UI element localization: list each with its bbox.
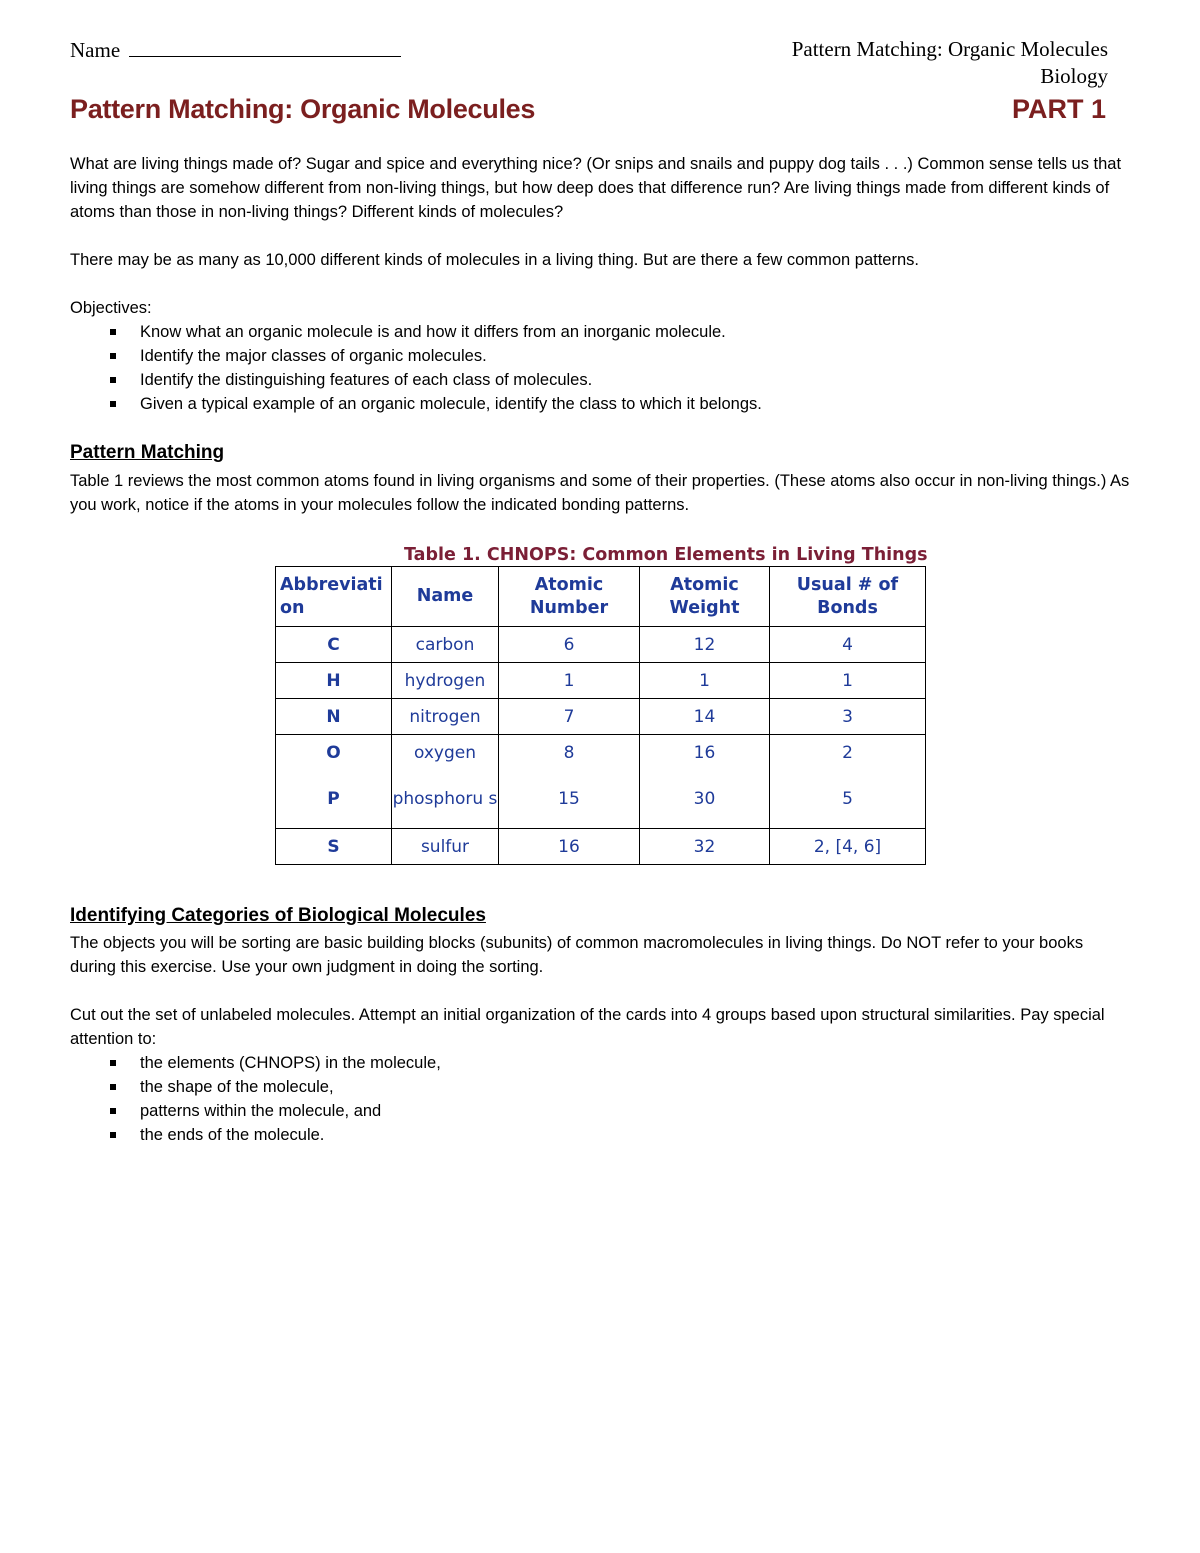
header-subject: Biology xyxy=(1040,64,1108,88)
table-cell: 30 xyxy=(640,770,770,829)
page-title: Pattern Matching: Organic Molecules xyxy=(70,94,536,124)
table-cell: carbon xyxy=(392,627,499,663)
intro-paragraph-1: What are living things made of? Sugar and spice and everything nice? (Or snips and snails and puppy dog tails . . .) Common sense tells us that living things are somehow different from non-living things, but how deep does that difference run? Are living things made from different kinds of atoms than those in non-living things? Different kinds of molecules? xyxy=(70,155,1122,221)
table-cell: 8 xyxy=(499,735,640,771)
list-item: Know what an organic molecule is and how it differs from an inorganic molecule. xyxy=(104,320,762,344)
column-header: Atomic Number xyxy=(499,567,640,627)
bullet-icon xyxy=(110,401,116,407)
chnops-table xyxy=(275,566,926,865)
table-cell: 2, [4, 6] xyxy=(770,829,926,865)
table-cell: 16 xyxy=(499,829,640,865)
table-cell: 14 xyxy=(640,699,770,735)
table-cell: sulfur xyxy=(392,829,499,865)
table-row xyxy=(276,699,926,735)
table-row xyxy=(276,663,926,699)
table-cell: hydrogen xyxy=(392,663,499,699)
table-cell: H xyxy=(276,663,392,699)
bullet-icon xyxy=(110,1108,116,1114)
table-cell: 32 xyxy=(640,829,770,865)
table-row xyxy=(276,829,926,865)
bullet-icon xyxy=(110,1084,116,1090)
objectives-list xyxy=(104,320,762,416)
header-doc-title: Pattern Matching: Organic Molecules xyxy=(791,37,1108,61)
table-cell: 16 xyxy=(640,735,770,771)
table-cell: 3 xyxy=(770,699,926,735)
column-header: Name xyxy=(392,567,499,627)
name-label: Name xyxy=(70,38,121,62)
list-item: patterns within the molecule, and xyxy=(104,1099,441,1123)
bullet-icon xyxy=(110,377,116,383)
column-header: Abbreviati on xyxy=(276,567,392,627)
table-cell: 2 xyxy=(770,735,926,771)
table-caption: Table 1. CHNOPS: Common Elements in Living Things xyxy=(404,545,928,565)
table-cell: phosphoru s xyxy=(392,770,499,829)
document-header xyxy=(792,36,1108,90)
list-item: the shape of the molecule, xyxy=(104,1075,441,1099)
bullet-icon xyxy=(110,329,116,335)
list-item: Identify the major classes of organic molecules. xyxy=(104,344,762,368)
list-item: the ends of the molecule. xyxy=(104,1123,441,1147)
table-cell: S xyxy=(276,829,392,865)
table-cell: 4 xyxy=(770,627,926,663)
table-cell: 15 xyxy=(499,770,640,829)
identifying-paragraph-2: Cut out the set of unlabeled molecules. Attempt an initial organization of the cards into 4 groups based upon structural similarities. Pay special attention to: xyxy=(70,1006,1105,1048)
list-item: the elements (CHNOPS) in the molecule, xyxy=(104,1051,441,1075)
table-cell: nitrogen xyxy=(392,699,499,735)
table-cell: P xyxy=(276,770,392,829)
column-header: Usual # of Bonds xyxy=(770,567,926,627)
identifying-paragraph-1: The objects you will be sorting are basic building blocks (subunits) of common macromolecules in living things. Do NOT refer to your books during this exercise. Use your own judgment in doing the sorting. xyxy=(70,934,1084,976)
name-field xyxy=(70,36,401,63)
pattern-matching-heading: Pattern Matching xyxy=(70,442,225,463)
bullet-icon xyxy=(110,353,116,359)
name-blank-line xyxy=(129,36,401,57)
table-row xyxy=(276,770,926,829)
table-cell: 7 xyxy=(499,699,640,735)
table-row xyxy=(276,627,926,663)
bullet-icon xyxy=(110,1132,116,1138)
part-label: PART 1 xyxy=(1011,94,1106,124)
bullet-icon xyxy=(110,1060,116,1066)
attention-list xyxy=(104,1051,441,1147)
objectives-label: Objectives: xyxy=(70,299,152,317)
table-cell: 1 xyxy=(499,663,640,699)
table-cell: N xyxy=(276,699,392,735)
table-cell: O xyxy=(276,735,392,771)
column-header: Atomic Weight xyxy=(640,567,770,627)
table-cell: 6 xyxy=(499,627,640,663)
list-item: Given a typical example of an organic molecule, identify the class to which it belongs. xyxy=(104,392,762,416)
list-item: Identify the distinguishing features of each class of molecules. xyxy=(104,368,762,392)
table-cell: C xyxy=(276,627,392,663)
identifying-heading: Identifying Categories of Biological Molecules xyxy=(70,905,486,926)
table-row xyxy=(276,735,926,771)
table-cell: 1 xyxy=(640,663,770,699)
intro-paragraph-2: There may be as many as 10,000 different kinds of molecules in a living thing. But are there a few common patterns. xyxy=(70,251,919,269)
table-cell: 1 xyxy=(770,663,926,699)
table-cell: 12 xyxy=(640,627,770,663)
table-cell: 5 xyxy=(770,770,926,829)
table-cell: oxygen xyxy=(392,735,499,771)
table-header-row xyxy=(276,567,926,627)
pattern-matching-text: Table 1 reviews the most common atoms found in living organisms and some of their properties. (These atoms also occur in non-living things.) As you work, notice if the atoms in your molecules follow the indicated bonding patterns. xyxy=(70,472,1130,514)
